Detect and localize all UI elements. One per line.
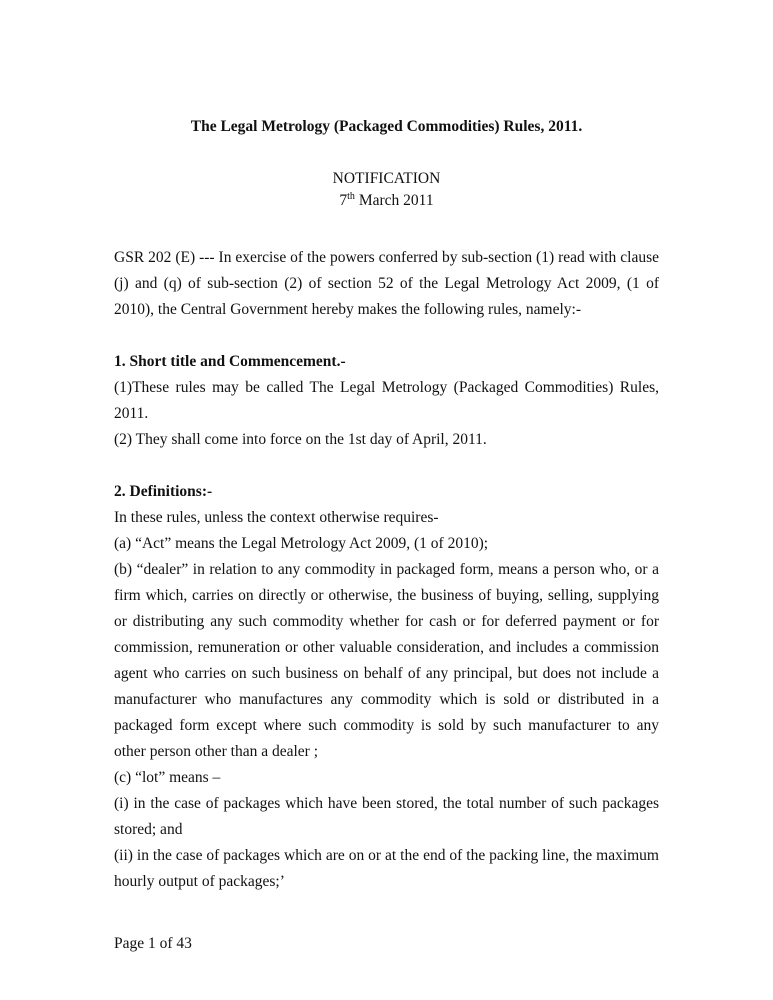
preamble: GSR 202 (E) --- In exercise of the powers conferred by sub-section (1) read with clause (j) and (q) of sub-section (2) of section 52 of the Legal Metrology Act 2009, (1 of 2010), the Central Government hereby makes the following rules, namely:-: [114, 249, 659, 318]
definition-c: (c) “lot” means –: [114, 769, 221, 786]
definition-a: (a) “Act” means the Legal Metrology Act 2009, (1 of 2010);: [114, 535, 489, 552]
section-1-para-1: (1)These rules may be called The Legal Metrology (Packaged Commodities) Rules, 2011.: [114, 379, 659, 422]
document-title: The Legal Metrology (Packaged Commodities) Rules, 2011.: [190, 118, 583, 135]
notification-block: [114, 168, 659, 212]
section-1-heading: 1. Short title and Commencement.-: [114, 353, 346, 370]
section-2-intro: In these rules, unless the context otherwise requires-: [114, 509, 439, 526]
definition-c-ii: (ii) in the case of packages which are on or at the end of the packing line, the maximum hourly output of packages;’: [114, 847, 659, 890]
document-page: [114, 0, 659, 1000]
page-number: Page 1 of 43: [114, 935, 192, 952]
section-1-para-2: (2) They shall come into force on the 1st day of April, 2011.: [114, 431, 487, 448]
notification-label: NOTIFICATION: [332, 170, 441, 187]
definition-c-i: (i) in the case of packages which have been stored, the total number of such packages stored; and: [114, 795, 659, 838]
section-2-heading: 2. Definitions:-: [114, 483, 213, 500]
date-day: 7: [339, 192, 348, 209]
date-suffix: th: [347, 190, 355, 202]
date-rest: March 2011: [354, 192, 434, 209]
definition-b: (b) “dealer” in relation to any commodity in packaged form, means a person who, or a firm which, carries on directly or otherwise, the business of buying, selling, supplying or distributing any such commodity whether for cash or for deferred payment or for commission, remuneration or other valuable consideration, and includes a commission agent who carries on such business on behalf of any principal, but does not include a manufacturer who manufactures any commodity which is sold or distributed in a packaged form except where such commodity is sold by such manufacturer to any other person other than a dealer ;: [114, 561, 659, 760]
notification-date: [114, 190, 659, 212]
document-body: [114, 245, 659, 895]
